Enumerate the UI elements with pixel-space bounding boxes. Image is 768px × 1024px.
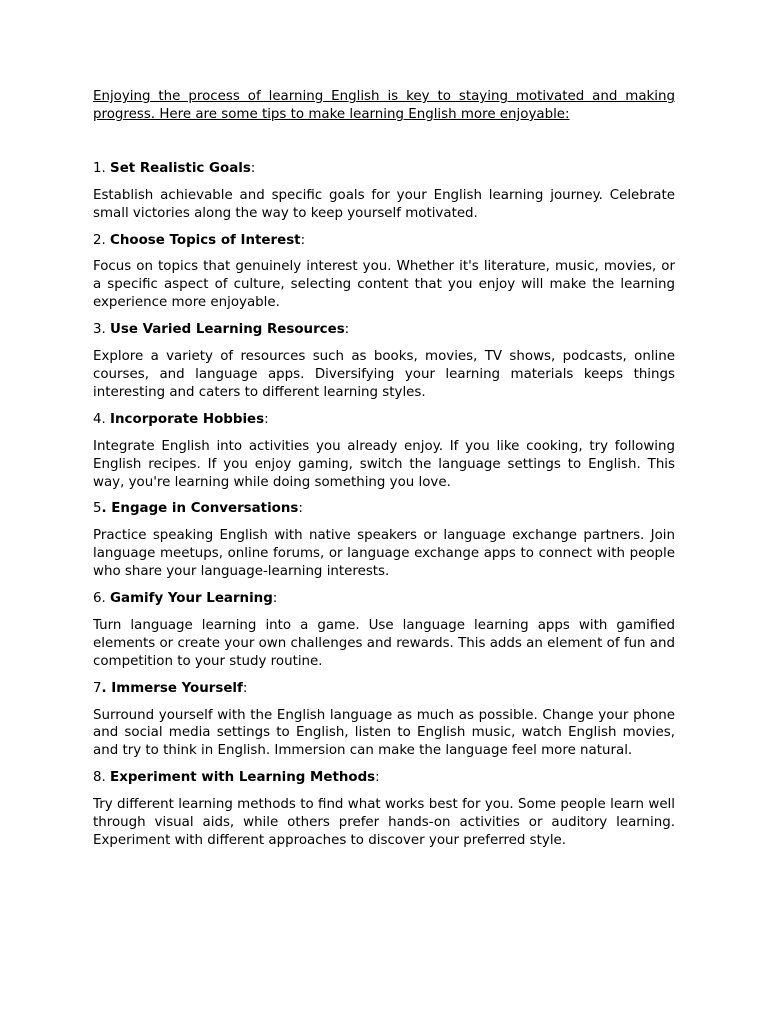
tip-title: Gamify Your Learning (110, 591, 273, 607)
tip-item (93, 500, 675, 581)
tip-number: 2. (93, 232, 111, 248)
tip-item (93, 680, 675, 761)
tip-heading (93, 769, 675, 787)
tip-heading (93, 232, 675, 250)
document-content (93, 88, 675, 859)
tip-number: 3. (93, 322, 111, 338)
tip-body: Try different learning methods to find what works best for you. Some people learn well through visual aids, while others prefer hands-on activities or auditory learning. Experiment with different approaches to discover your preferred style. (93, 797, 675, 848)
tip-colon: : (264, 411, 269, 427)
intro-text: Enjoying the process of learning English is key to staying motivated and making progress. Here are some tips to make learning English more enjoyable (93, 89, 675, 122)
intro-colon: : (565, 106, 570, 122)
tip-number: 4. (93, 411, 111, 427)
tip-body: Focus on topics that genuinely interest you. Whether it's literature, music, movies, or a specific aspect of culture, selecting content that you enjoy will make the learning experience more enjoyable. (93, 259, 675, 311)
tip-colon: : (272, 591, 278, 607)
tip-body: Turn language learning into a game. Use language learning apps with gamified elements or create your own challenges and rewards. This adds an element of fun and competition to your study routine. (93, 617, 675, 669)
tip-colon: : (242, 680, 248, 696)
tip-heading (93, 680, 675, 698)
tip-number: 1. (93, 160, 111, 176)
tip-title: . Immerse Yourself (101, 680, 243, 696)
tip-number: 6. (93, 591, 111, 607)
tip-body: Explore a variety of resources such as books, movies, TV shows, podcasts, online courses, and language apps. Diversifying your learning materials keeps things interesting and caters to different learning styles. (93, 349, 675, 400)
tip-title: Set Realistic Goals (110, 160, 251, 176)
tip-title: Choose Topics of Interest (110, 232, 301, 248)
tip-body: Practice speaking English with native speakers or language exchange partners. Join language meetups, online forums, or language exchange apps to connect with people who share your language-learning interests. (93, 528, 675, 580)
tip-item (93, 769, 675, 850)
tip-item (93, 160, 675, 223)
tip-item (93, 232, 675, 313)
tip-number: 5 (93, 501, 102, 517)
tip-body: Integrate English into activities you already enjoy. If you like cooking, try following English recipes. If you enjoy gaming, switch the language settings to English. This way, you're learning while doing something you love. (93, 438, 675, 490)
tip-heading (93, 590, 675, 608)
tip-heading (93, 160, 675, 178)
tip-item (93, 590, 675, 671)
tip-colon: : (344, 322, 350, 338)
tip-heading (93, 321, 675, 339)
intro-paragraph (93, 88, 675, 124)
tip-heading (93, 411, 675, 429)
tip-colon: : (250, 160, 256, 176)
tip-heading (93, 500, 675, 518)
tip-title: . Engage in Conversations (101, 501, 299, 517)
tip-item (93, 411, 675, 492)
tip-number: 8. (93, 770, 111, 786)
tip-item (93, 321, 675, 402)
tip-colon: : (375, 770, 380, 786)
tips-list (93, 160, 675, 850)
tip-title: Incorporate Hobbies (110, 411, 265, 427)
tip-colon: : (298, 501, 303, 517)
tip-title: Use Varied Learning Resources (110, 322, 345, 338)
tip-body: Surround yourself with the English language as much as possible. Change your phone and social media settings to English, listen to English music, watch English movies, and try to think in English. Immersion can make the language feel more natural. (93, 707, 675, 759)
tip-title: Experiment with Learning Methods (110, 770, 376, 786)
tip-number: 7 (93, 680, 102, 696)
tip-colon: : (300, 232, 306, 248)
tip-body: Establish achievable and specific goals for your English learning journey. Celebrate small victories along the way to keep yourself motivated. (93, 187, 675, 221)
